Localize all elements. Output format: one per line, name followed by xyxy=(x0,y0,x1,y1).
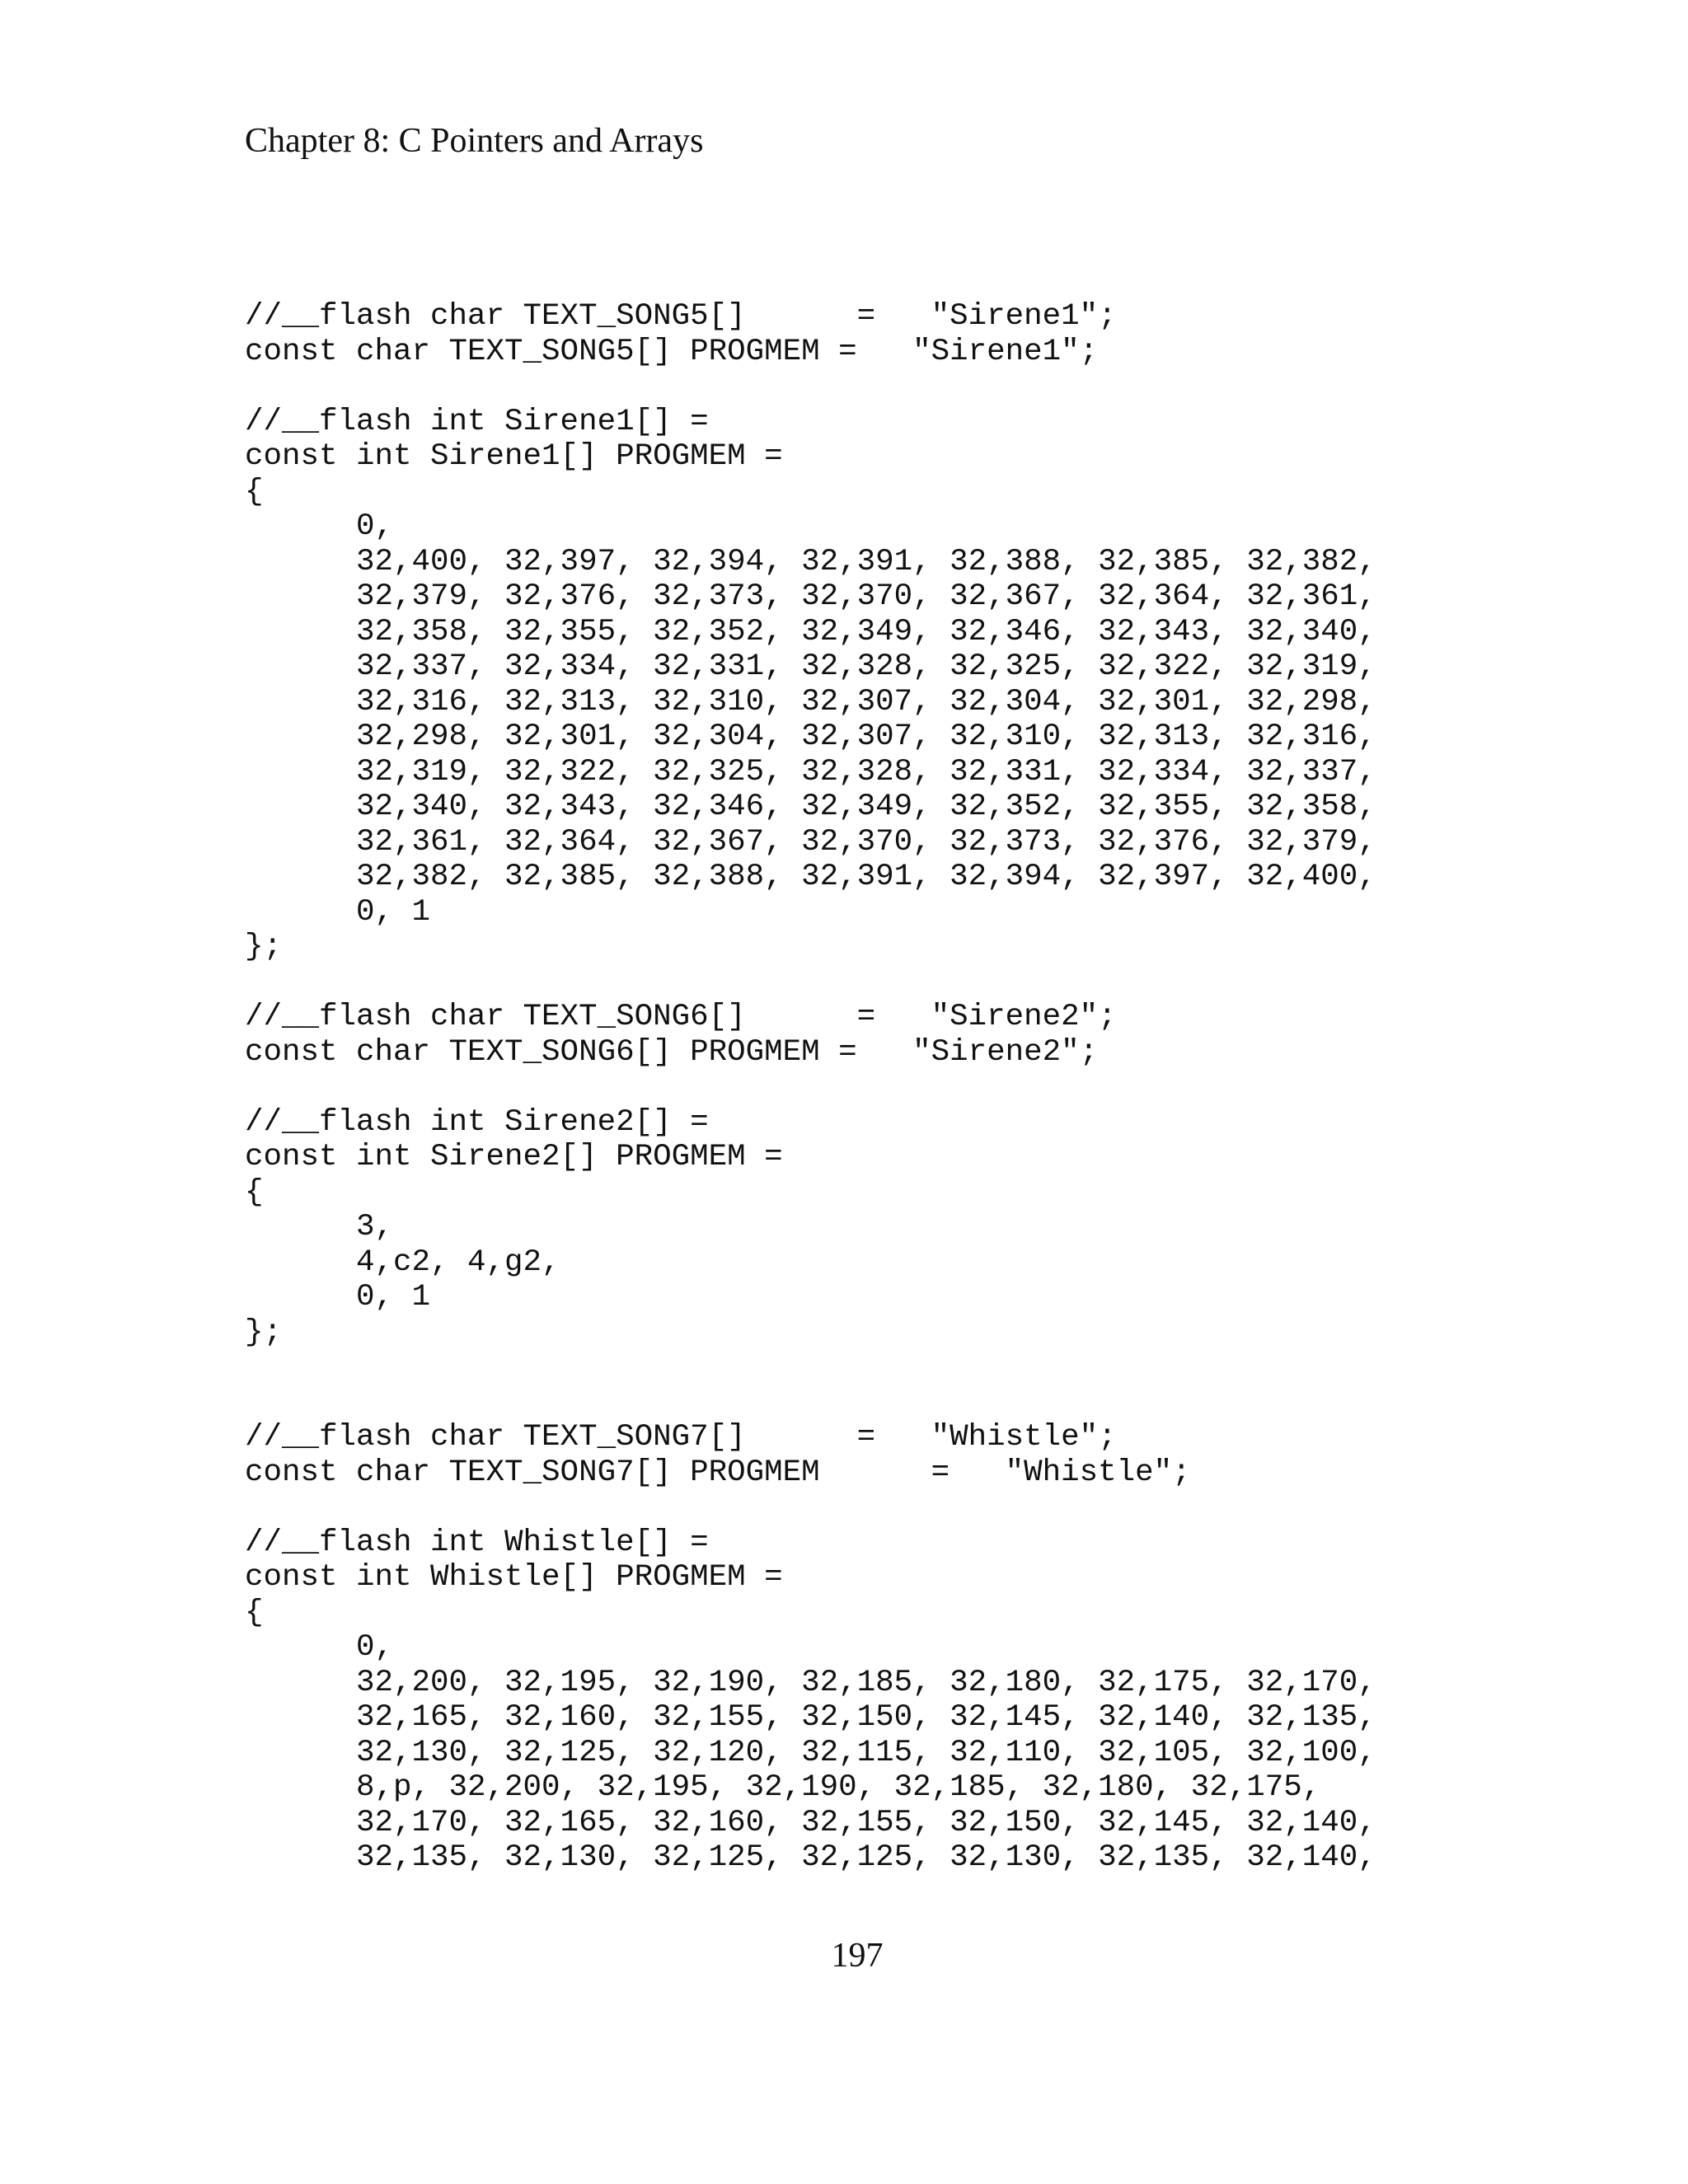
code-blank-line xyxy=(245,965,1376,1001)
code-line: //__flash int Sirene1[] = xyxy=(245,404,709,439)
code-line: //__flash int Whistle[] = xyxy=(245,1525,709,1560)
code-line: 32,316, 32,313, 32,310, 32,307, 32,304, 32,301, 32,298, xyxy=(245,684,1376,719)
code-line: //__flash char TEXT_SONG6[] = "Sirene2"; xyxy=(245,1000,1117,1034)
code-listing xyxy=(245,299,1376,1876)
code-line: 32,319, 32,322, 32,325, 32,328, 32,331, 32,334, 32,337, xyxy=(245,754,1376,790)
code-line: 32,170, 32,165, 32,160, 32,155, 32,150, 32,145, 32,140, xyxy=(245,1805,1376,1840)
code-blank-line xyxy=(245,1070,1376,1105)
code-line: 3, xyxy=(245,1210,394,1244)
code-blank-line xyxy=(245,1385,1376,1421)
code-line: 32,165, 32,160, 32,155, 32,150, 32,145, 32,140, 32,135, xyxy=(245,1700,1376,1735)
page-number: 197 xyxy=(831,1937,884,1975)
code-blank-line xyxy=(245,1490,1376,1526)
code-line: 0, 1 xyxy=(245,894,431,930)
code-line: 32,135, 32,130, 32,125, 32,125, 32,130, 32,135, 32,140, xyxy=(245,1840,1376,1875)
code-line: 0, xyxy=(245,1630,394,1665)
code-line: }; xyxy=(245,1315,283,1350)
code-line: //__flash int Sirene2[] = xyxy=(245,1104,709,1140)
code-line: 8,p, 32,200, 32,195, 32,190, 32,185, 32,180, 32,175, xyxy=(245,1770,1321,1805)
code-blank-line xyxy=(245,369,1376,405)
code-line: 32,200, 32,195, 32,190, 32,185, 32,180, 32,175, 32,170, xyxy=(245,1665,1376,1700)
code-line: { xyxy=(245,1174,264,1210)
code-line: const int Sirene1[] PROGMEM = xyxy=(245,439,783,474)
code-line: const char TEXT_SONG5[] PROGMEM = "Sirene1"; xyxy=(245,334,1099,369)
code-line: 32,379, 32,376, 32,373, 32,370, 32,367, 32,364, 32,361, xyxy=(245,579,1376,614)
code-line: 4,c2, 4,g2, xyxy=(245,1244,560,1280)
code-line: }; xyxy=(245,930,283,964)
code-line: 32,130, 32,125, 32,120, 32,115, 32,110, 32,105, 32,100, xyxy=(245,1735,1376,1770)
chapter-title: Chapter 8: C Pointers and Arrays xyxy=(245,122,704,160)
code-line: { xyxy=(245,474,264,509)
code-line: 32,358, 32,355, 32,352, 32,349, 32,346, 32,343, 32,340, xyxy=(245,614,1376,649)
code-line: 32,382, 32,385, 32,388, 32,391, 32,394, 32,397, 32,400, xyxy=(245,860,1376,894)
code-line: 32,340, 32,343, 32,346, 32,349, 32,352, 32,355, 32,358, xyxy=(245,790,1376,824)
code-line: //__flash char TEXT_SONG5[] = "Sirene1"; xyxy=(245,299,1117,334)
code-blank-line xyxy=(245,1350,1376,1385)
code-line: const int Whistle[] PROGMEM = xyxy=(245,1560,783,1595)
code-line: 32,298, 32,301, 32,304, 32,307, 32,310, 32,313, 32,316, xyxy=(245,719,1376,754)
code-line: const int Sirene2[] PROGMEM = xyxy=(245,1140,783,1174)
code-line: //__flash char TEXT_SONG7[] = "Whistle"; xyxy=(245,1420,1117,1455)
code-line: { xyxy=(245,1595,264,1630)
code-line: 32,337, 32,334, 32,331, 32,328, 32,325, 32,322, 32,319, xyxy=(245,649,1376,684)
code-line: 32,400, 32,397, 32,394, 32,391, 32,388, 32,385, 32,382, xyxy=(245,544,1376,579)
code-line: 0, xyxy=(245,509,394,544)
code-line: 32,361, 32,364, 32,367, 32,370, 32,373, 32,376, 32,379, xyxy=(245,824,1376,860)
code-line: const char TEXT_SONG7[] PROGMEM = "Whistle"; xyxy=(245,1455,1191,1490)
code-line: const char TEXT_SONG6[] PROGMEM = "Sirene2"; xyxy=(245,1034,1099,1070)
code-line: 0, 1 xyxy=(245,1280,431,1315)
